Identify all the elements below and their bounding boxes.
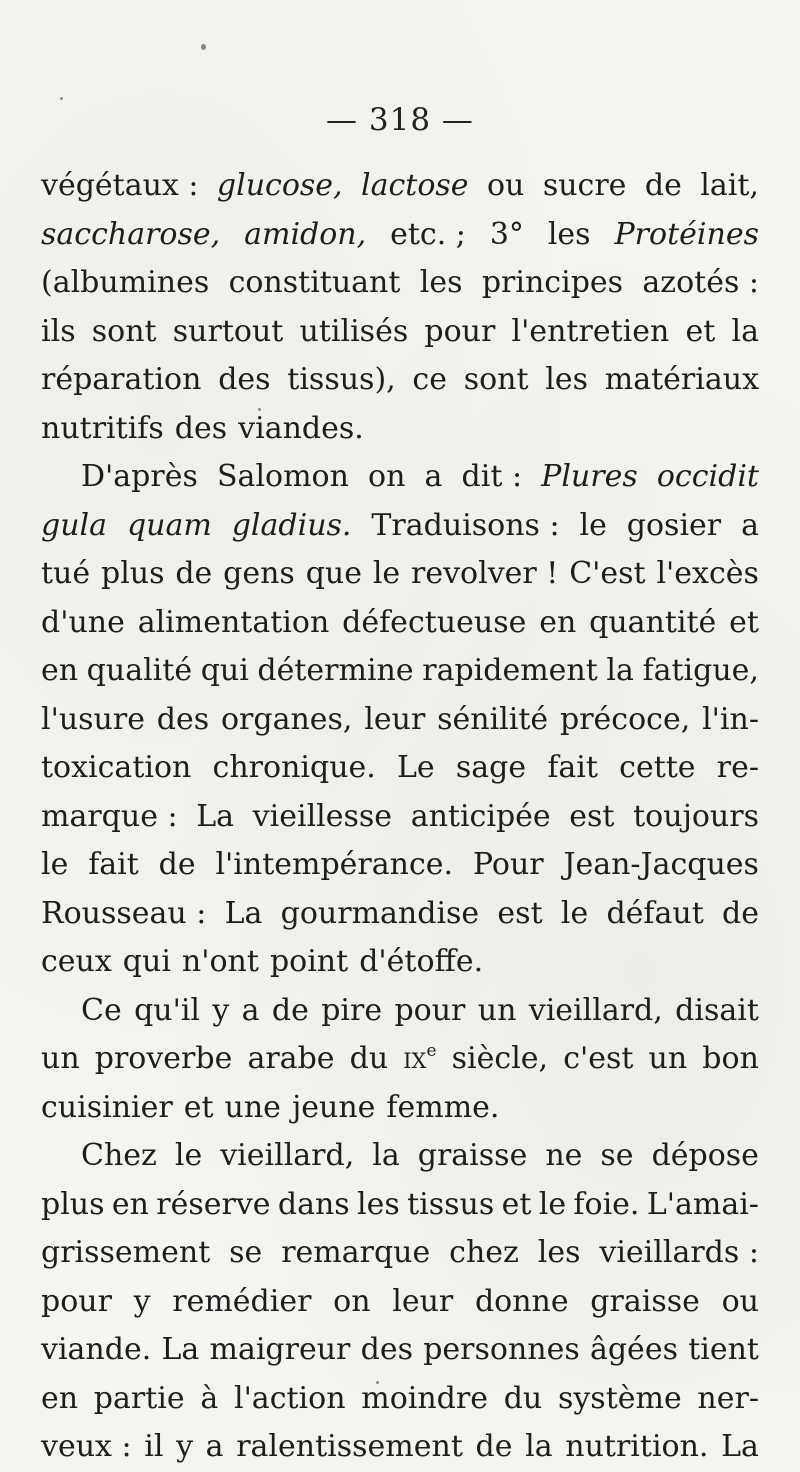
text-line xyxy=(41,259,759,308)
word: jeune xyxy=(291,1089,376,1125)
word: le xyxy=(579,507,607,543)
word: constituant xyxy=(228,265,401,300)
word: l'action xyxy=(233,1380,346,1416)
word: viande. xyxy=(41,1332,152,1367)
word: tissus), xyxy=(287,362,396,397)
word: de xyxy=(644,168,682,203)
word: tué xyxy=(41,556,91,591)
word: La xyxy=(224,895,263,931)
word: défectueuse xyxy=(342,604,527,640)
word: gladius. xyxy=(231,507,352,543)
word: remarque xyxy=(281,1235,431,1270)
word: 3° xyxy=(489,216,524,252)
word: re- xyxy=(716,750,759,785)
word: ne xyxy=(545,1138,583,1173)
word: défaut xyxy=(606,895,704,931)
word: occidit xyxy=(656,459,759,494)
word: pire xyxy=(321,992,383,1028)
word: et xyxy=(501,1186,532,1222)
text-line xyxy=(41,502,759,551)
word: qui xyxy=(200,653,249,688)
word: y xyxy=(133,1283,151,1319)
word: du xyxy=(503,1380,543,1416)
word: réserve xyxy=(156,1186,271,1222)
word: tient xyxy=(688,1332,759,1367)
word: La xyxy=(161,1332,200,1367)
word: fait xyxy=(88,847,139,882)
word: plus xyxy=(100,556,165,591)
word: proverbe xyxy=(94,1041,233,1076)
word: toxication xyxy=(41,750,192,785)
text-line xyxy=(41,1035,759,1084)
text-line xyxy=(41,793,759,842)
text-line xyxy=(41,356,759,405)
word: quam xyxy=(126,507,212,543)
word: ralentissement xyxy=(236,1429,463,1464)
word: l'intempérance. xyxy=(215,847,454,882)
word: est xyxy=(497,895,543,931)
word: vieillard, xyxy=(220,1138,355,1173)
word: la xyxy=(731,313,759,349)
word: un xyxy=(477,992,517,1028)
word: gourmandise xyxy=(280,895,480,931)
word: se xyxy=(229,1235,263,1270)
word: y xyxy=(176,1429,194,1464)
word: d'une xyxy=(41,604,125,640)
word: sont xyxy=(91,313,157,349)
word: est xyxy=(569,798,615,834)
word: La xyxy=(721,1429,759,1464)
word: Protéines xyxy=(614,216,759,252)
word: grissement xyxy=(41,1235,211,1270)
word: sucre xyxy=(542,168,627,203)
text-line xyxy=(41,550,759,599)
word: l'usure xyxy=(41,701,145,737)
word xyxy=(403,1035,436,1084)
text-line xyxy=(41,453,759,502)
word: La xyxy=(196,798,235,834)
word: pour xyxy=(41,1283,112,1319)
word: d'étoffe. xyxy=(359,944,484,979)
word: que xyxy=(305,556,362,591)
word: y xyxy=(212,992,230,1028)
word: C'est xyxy=(569,556,646,591)
word: la xyxy=(525,1429,553,1464)
word: a xyxy=(205,1429,224,1464)
ordinal-suffix: e xyxy=(426,1041,437,1061)
word: bon xyxy=(702,1041,759,1076)
word: et xyxy=(685,313,716,349)
word: (albumines xyxy=(41,265,210,300)
word: l'in- xyxy=(702,701,759,737)
word: toujours xyxy=(633,798,759,834)
word: pour xyxy=(424,313,496,349)
word: leur xyxy=(392,1283,454,1319)
word: vieillesse xyxy=(252,798,393,834)
word: quantité xyxy=(589,604,717,640)
text-line xyxy=(41,696,759,745)
word: la xyxy=(372,1138,400,1173)
text-line xyxy=(41,744,759,793)
word: a xyxy=(741,507,759,543)
word: ou xyxy=(721,1283,759,1319)
word: en xyxy=(41,653,79,688)
word: les xyxy=(547,216,591,252)
word: de xyxy=(475,1429,513,1464)
word: graisse xyxy=(417,1138,528,1173)
word: Traduisons : xyxy=(371,507,560,543)
text-line xyxy=(41,1229,759,1278)
word: de xyxy=(158,847,196,882)
page-number: — 318 — xyxy=(326,102,474,138)
word: dépose xyxy=(651,1138,759,1173)
word: chez xyxy=(449,1235,519,1270)
word: matériaux xyxy=(604,362,759,397)
word: système xyxy=(557,1380,682,1416)
word: âgées xyxy=(589,1332,678,1367)
word: le xyxy=(41,847,69,882)
word: vieillards : xyxy=(599,1235,759,1270)
word: en xyxy=(539,604,577,640)
word: ner- xyxy=(697,1380,759,1416)
word: vieillard, xyxy=(528,992,663,1028)
word: on xyxy=(368,459,406,494)
text-line xyxy=(41,1423,759,1472)
word: l'entretien xyxy=(511,313,670,349)
text-line xyxy=(41,1084,759,1133)
word: utilisés xyxy=(299,313,409,349)
word: a xyxy=(241,992,260,1028)
word: réparation xyxy=(41,362,202,397)
word: c'est xyxy=(563,1041,634,1076)
word: ce xyxy=(412,362,447,397)
word: Salomon xyxy=(217,459,349,494)
word: anticipée xyxy=(410,798,551,834)
word: de xyxy=(722,895,759,931)
word: revolver ! xyxy=(411,556,559,591)
word: Plures xyxy=(541,459,638,494)
word: à xyxy=(200,1380,219,1416)
word: nutritifs xyxy=(41,410,164,446)
word: disait xyxy=(675,992,759,1028)
text-line xyxy=(41,1375,759,1424)
word: il xyxy=(144,1429,164,1464)
word: alimentation xyxy=(137,604,330,640)
word: azotés : xyxy=(642,265,759,300)
word: Chez xyxy=(81,1138,157,1173)
body-text xyxy=(41,162,759,1472)
word: qui xyxy=(122,944,171,979)
roman-numeral: ix xyxy=(403,1041,427,1076)
word: sage xyxy=(455,750,527,785)
word: sénilité xyxy=(437,701,549,737)
word: glucose, xyxy=(216,168,343,203)
word: saccharose, xyxy=(41,216,221,252)
word: détermine xyxy=(257,653,414,688)
word: les xyxy=(357,1186,400,1222)
word: un xyxy=(41,1041,80,1076)
word: siècle, xyxy=(451,1041,549,1076)
word: se xyxy=(600,1138,634,1173)
word: remédier xyxy=(172,1283,312,1319)
word: dans xyxy=(277,1186,350,1222)
word: tissus xyxy=(407,1186,495,1222)
text-line xyxy=(41,1326,759,1375)
word: en xyxy=(111,1186,149,1222)
text-line xyxy=(41,1132,759,1181)
word: de xyxy=(175,556,213,591)
word: cuisinier xyxy=(41,1089,173,1125)
word: Rousseau : xyxy=(41,895,207,931)
word: ou xyxy=(487,168,525,203)
word: lait, xyxy=(700,168,759,203)
word: veux : xyxy=(41,1429,132,1464)
word: gosier xyxy=(626,507,722,543)
word: n'ont xyxy=(181,944,259,979)
word: surtout xyxy=(172,313,284,349)
word: qu'il xyxy=(134,992,201,1028)
word: arabe xyxy=(247,1041,335,1076)
word: fatigue, xyxy=(642,653,759,688)
word: fait xyxy=(547,750,598,785)
word: L'amai- xyxy=(646,1186,759,1222)
word: le xyxy=(538,1186,567,1222)
word: une xyxy=(224,1089,281,1125)
word: viandes. xyxy=(238,410,364,446)
word: et xyxy=(183,1089,214,1125)
word: des xyxy=(156,701,210,737)
word: sont xyxy=(463,362,529,397)
ink-speck xyxy=(60,97,63,100)
text-line xyxy=(41,987,759,1036)
word: a xyxy=(424,459,443,494)
word: amidon, xyxy=(244,216,367,252)
word: en xyxy=(41,1380,79,1416)
word: des xyxy=(218,362,271,397)
word: ils xyxy=(41,313,76,349)
word: gens xyxy=(223,556,295,591)
word: précoce, xyxy=(560,701,691,737)
word: le xyxy=(560,895,589,931)
word: donne xyxy=(474,1283,569,1319)
word: gula xyxy=(41,507,108,543)
word: chronique. xyxy=(212,750,376,785)
word: moindre xyxy=(361,1380,488,1416)
word: le xyxy=(174,1138,203,1173)
text-line xyxy=(41,1278,759,1327)
word: foie. xyxy=(573,1186,640,1222)
word: cette xyxy=(619,750,696,785)
word: leur xyxy=(364,701,426,737)
word: de xyxy=(271,992,309,1028)
word: qualité xyxy=(86,653,193,688)
word: personnes xyxy=(423,1332,580,1367)
text-line xyxy=(41,938,759,987)
text-line xyxy=(41,405,759,454)
word: le xyxy=(372,556,401,591)
text-line xyxy=(41,211,759,260)
word: etc. ; xyxy=(390,216,466,252)
word: Ce xyxy=(81,992,122,1028)
text-line xyxy=(41,308,759,357)
word: les xyxy=(419,265,463,300)
word: des xyxy=(360,1332,413,1367)
word: du xyxy=(349,1041,389,1076)
word: la xyxy=(606,653,634,688)
word: femme. xyxy=(386,1089,500,1125)
word: Le xyxy=(397,750,435,785)
text-line xyxy=(41,599,759,648)
word: organes, xyxy=(220,701,353,737)
word: maigreur xyxy=(209,1332,351,1367)
word: Jean-Jacques xyxy=(563,847,759,882)
text-line xyxy=(41,841,759,890)
word: plus xyxy=(41,1186,105,1222)
text-line xyxy=(41,890,759,939)
word: les xyxy=(537,1235,581,1270)
word: nutrition. xyxy=(565,1429,709,1464)
word: rapidement xyxy=(422,653,598,688)
text-line xyxy=(41,162,759,211)
word: végétaux : xyxy=(41,168,199,203)
word: ceux xyxy=(41,944,112,979)
word: lactose xyxy=(361,168,469,203)
ink-speck xyxy=(201,44,206,50)
word: point xyxy=(269,944,349,979)
word: graisse xyxy=(590,1283,700,1319)
word: marque : xyxy=(41,798,178,834)
word: un xyxy=(648,1041,688,1076)
word: des xyxy=(174,410,228,446)
word: l'excès xyxy=(656,556,759,591)
word: principes xyxy=(481,265,624,300)
word: partie xyxy=(93,1380,185,1416)
word: Pour xyxy=(472,847,544,882)
word: et xyxy=(729,604,759,640)
word: les xyxy=(545,362,589,397)
word: D'après xyxy=(81,459,198,494)
word: on xyxy=(333,1283,371,1319)
text-line xyxy=(41,1181,759,1230)
word: dit : xyxy=(461,459,523,494)
word: pour xyxy=(394,992,466,1028)
text-line xyxy=(41,647,759,696)
